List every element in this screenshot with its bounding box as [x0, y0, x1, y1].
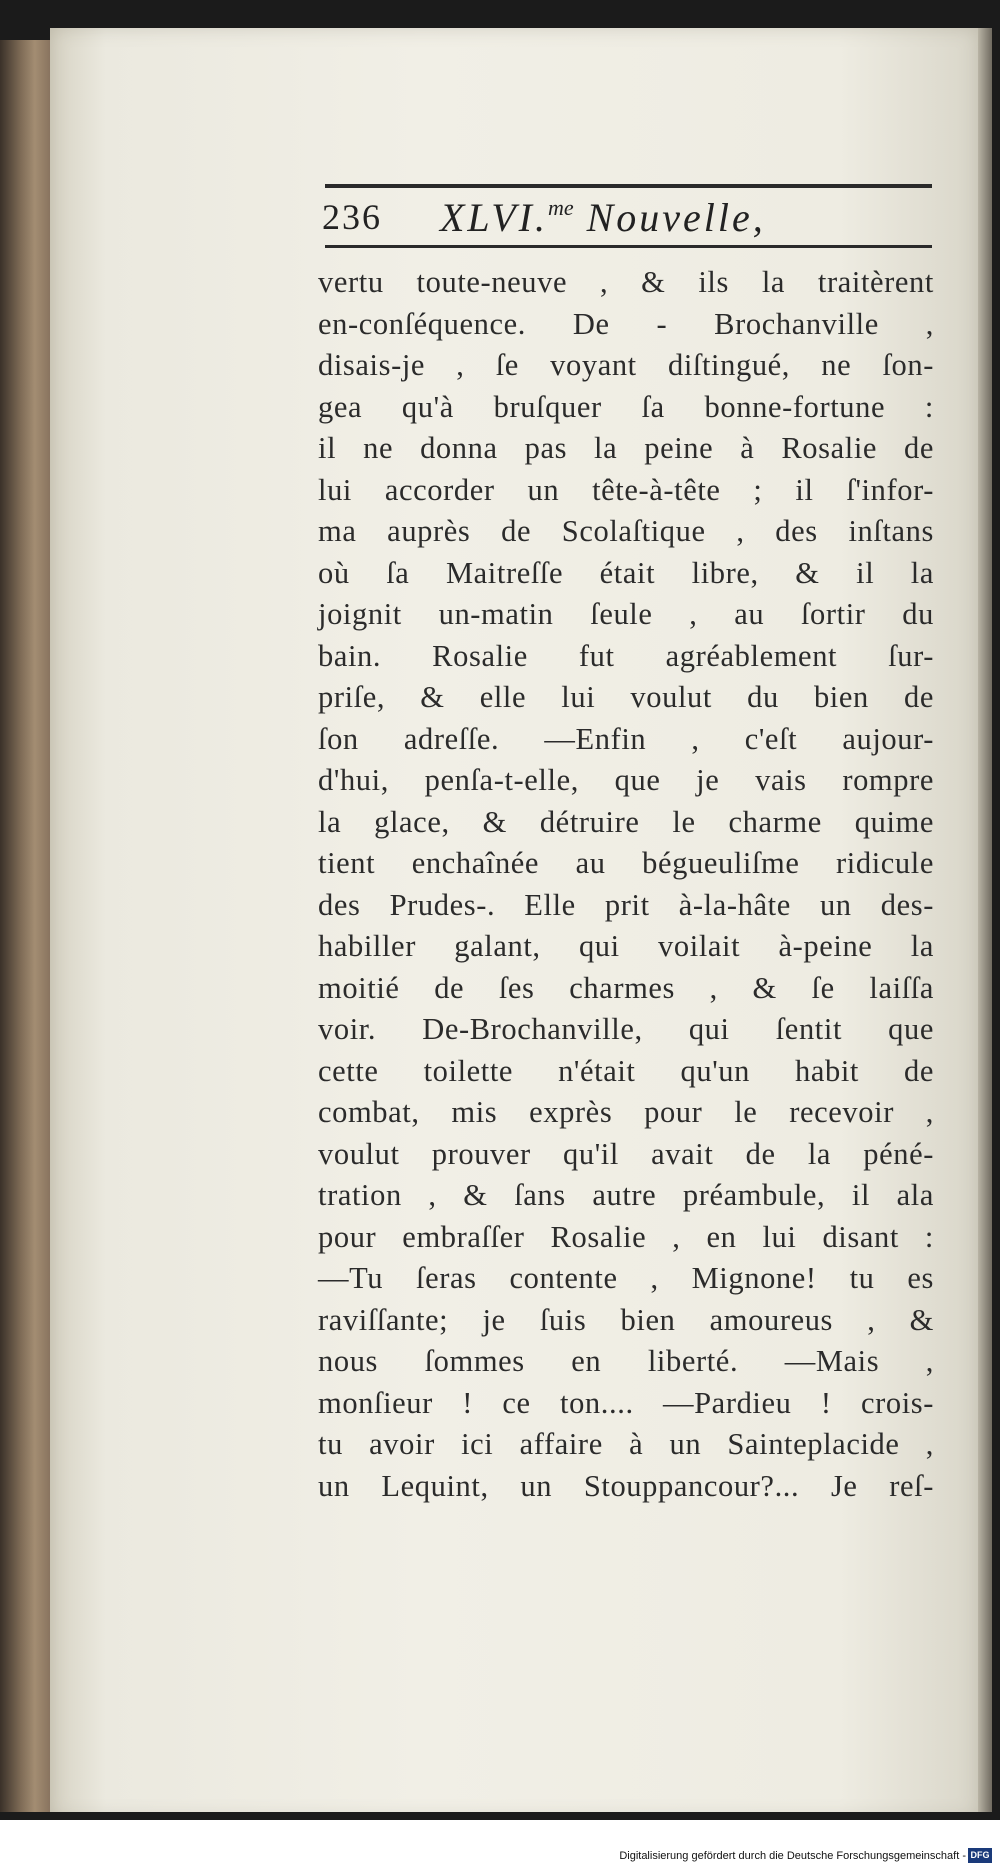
text-line: pour embraſſer Rosalie , en lui disant : [318, 1219, 934, 1254]
text-line: habiller galant, qui voilait à-peine la [318, 929, 934, 963]
running-title-superscript: me [547, 195, 574, 220]
text-line: disais-je , ſe voyant diſtingué, ne ſon- [318, 348, 934, 382]
text-line: voulut prouver qu'il avait de la péné- [318, 1136, 934, 1171]
dfg-logo-icon: DFG [968, 1848, 992, 1863]
text-line: lui accorder un tête-à-tête ; il ſ'infor- [318, 472, 934, 507]
text-line: joignit un-matin ſeule , au ſortir du [318, 597, 934, 631]
text-line: monſieur ! ce ton.... —Pardieu ! crois- [318, 1385, 934, 1420]
text-line: combat, mis exprès pour le recevoir , [318, 1095, 934, 1129]
text-line: où ſa Maitreſſe était libre, & il la [318, 555, 934, 590]
text-line: gea qu'à bruſquer ſa bonne-fortune : [318, 389, 934, 424]
running-title-word: Nouvelle, [586, 195, 766, 240]
page-number: 236 [322, 197, 382, 237]
text-line: en-conſéquence. De - Brochanville , [318, 306, 934, 341]
text-line: cette toilette n'était qu'un habit de [318, 1053, 934, 1088]
text-line: nous ſommes en liberté. —Mais , [318, 1344, 934, 1378]
text-line: vertu toute-neuve , & ils la traitèrent [318, 265, 934, 299]
text-line: d'hui, penſa-t-elle, que je vais rompre [318, 763, 934, 797]
text-line: —Tu ſeras contente , Mignone! tu es [318, 1261, 934, 1295]
page-fore-edge [978, 28, 992, 1818]
text-line: raviſſante; je ſuis bien amoureus , & [318, 1302, 934, 1337]
text-line: ſon adreſſe. —Enfin , c'eſt aujour- [318, 721, 934, 756]
text-line: il ne donna pas la peine à Rosalie de [318, 431, 934, 465]
text-line: des Prudes-. Elle prit à-la-hâte un des- [318, 887, 934, 922]
running-title-numeral: XLVI. [440, 195, 548, 240]
text-line: bain. Rosalie fut agréablement ſur- [318, 638, 934, 673]
funding-note: Digitalisierung gefördert durch die Deutsche Forschungsgemeinschaft - [619, 1850, 966, 1862]
header-rule-top [325, 184, 932, 188]
text-line: ma auprès de Scolaſtique , des inſtans [318, 514, 934, 548]
running-header [320, 190, 940, 246]
text-line: tu avoir ici affaire à un Sainteplacide , [318, 1427, 934, 1461]
header-rule-bottom [325, 245, 932, 248]
text-line: tient enchaînée au bégueuliſme ridicule [318, 846, 934, 880]
running-title [440, 194, 766, 241]
text-line: priſe, & elle lui voulut du bien de [318, 680, 934, 714]
text-line: voir. De-Brochanville, qui ſentit que [318, 1012, 934, 1046]
text-line: moitié de ſes charmes , & ſe laiſſa [318, 970, 934, 1005]
text-line: un Lequint, un Stouppancour?... Je reſ- [318, 1468, 934, 1503]
page-body-text [318, 262, 934, 1507]
text-line: la glace, & détruire le charme quime [318, 804, 934, 839]
text-line: tration , & ſans autre préambule, il ala [318, 1178, 934, 1212]
